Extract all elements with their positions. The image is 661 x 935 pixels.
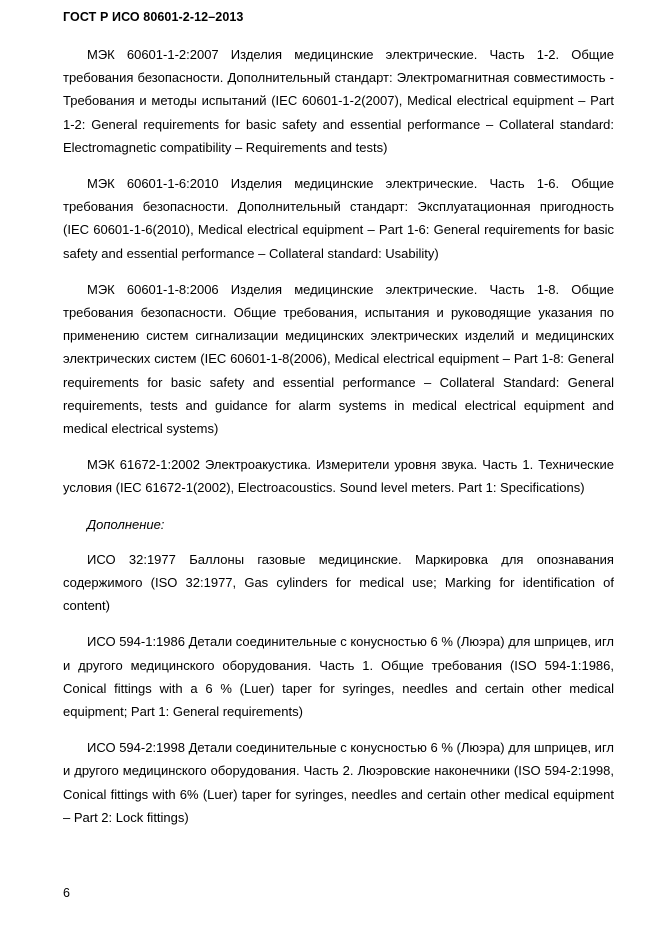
page-number: 6 — [63, 886, 70, 900]
document-header: ГОСТ Р ИСО 80601-2-12–2013 — [63, 10, 244, 24]
supplement-reference-entry — [63, 548, 614, 618]
reference-code: МЭК 60601-1-2:2007 — [87, 47, 219, 62]
reference-code: ИСО 594-1:1986 — [87, 634, 185, 650]
reference-text: Изделия медицинские электрические. Часть 1-6. Общие требования безопасности. Дополнительный стандарт: Эксплуатационная пригодность (IEC 60601-1-6(2010), Medical electrical equipment – Part 1-6: General requirements for basic safety and essential performance – Collateral standard: Usability) — [63, 176, 614, 261]
reference-entry — [63, 278, 614, 440]
reference-entry — [63, 172, 614, 265]
supplement-reference-entry — [63, 736, 614, 829]
reference-code: ИСО 594-2:1998 — [87, 740, 185, 756]
reference-code: ИСО 32:1977 — [87, 551, 176, 567]
reference-text: Изделия медицинские электрические. Часть 1-8. Общие требования безопасности. Общие требования, испытания и руководящие указания по применению систем сигнализации медицинских электрических изделий и медицинских электрических систем (IEC 60601-1-8(2006), Medical electrical equipment – Part 1-8: General requirements for basic safety and essential performance – Collateral Standard: General requirements, tests and guidance for alarm systems in medical electrical equipment and medical electrical systems) — [63, 281, 614, 437]
reference-code: МЭК 60601-1-6:2010 — [87, 176, 219, 192]
supplement-reference-entry — [63, 630, 614, 723]
supplement-heading: Дополнение: — [87, 516, 165, 532]
reference-text: Детали соединительные с конусностью 6 % (Люэра) для шприцев, игл и другого медицинского оборудования. Часть 2. Люэровские наконечники (ISO 594-2:1998, Conical fittings with 6% (Luer) taper for syringes, needles and certain other medical equipment – Part 2: Lock fittings) — [63, 740, 614, 825]
reference-text: Детали соединительные с конусностью 6 % (Люэра) для шприцев, игл и другого медицинского оборудования. Часть 1. Общие требования (ISO 594-1:1986, Conical fittings with a 6 % (Luer) taper for syringes, needles and certain other medical equipment; Part 1: General requirements) — [63, 634, 614, 720]
document-body — [63, 43, 614, 842]
reference-text: Баллоны газовые медицинские. Маркировка для опознавания содержимого (ISO 32:1977, Gas cylinders for medical use; Marking for identification of content) — [63, 551, 614, 614]
reference-text: Изделия медицинские электрические. Часть 1-2. Общие требования безопасности. Дополнительный стандарт: Электромагнитная совместимость - Требования и методы испытаний (IEC 60601-1-2(2007), Medical electrical equipment – Part 1-2: General requirements for basic safety and essential performance – Collateral standard: Electromagnetic compatibility – Requirements and tests) — [63, 47, 614, 155]
reference-code: МЭК 60601-1-8:2006 — [87, 281, 219, 297]
reference-text: Электроакустика. Измерители уровня звука. Часть 1. Технические условия (IEC 61672-1(2002), Electroacoustics. Sound level meters. Part 1: Specifications) — [63, 457, 614, 496]
reference-entry — [63, 43, 614, 159]
reference-code: МЭК 61672-1:2002 — [87, 457, 200, 473]
reference-entry — [63, 453, 614, 499]
